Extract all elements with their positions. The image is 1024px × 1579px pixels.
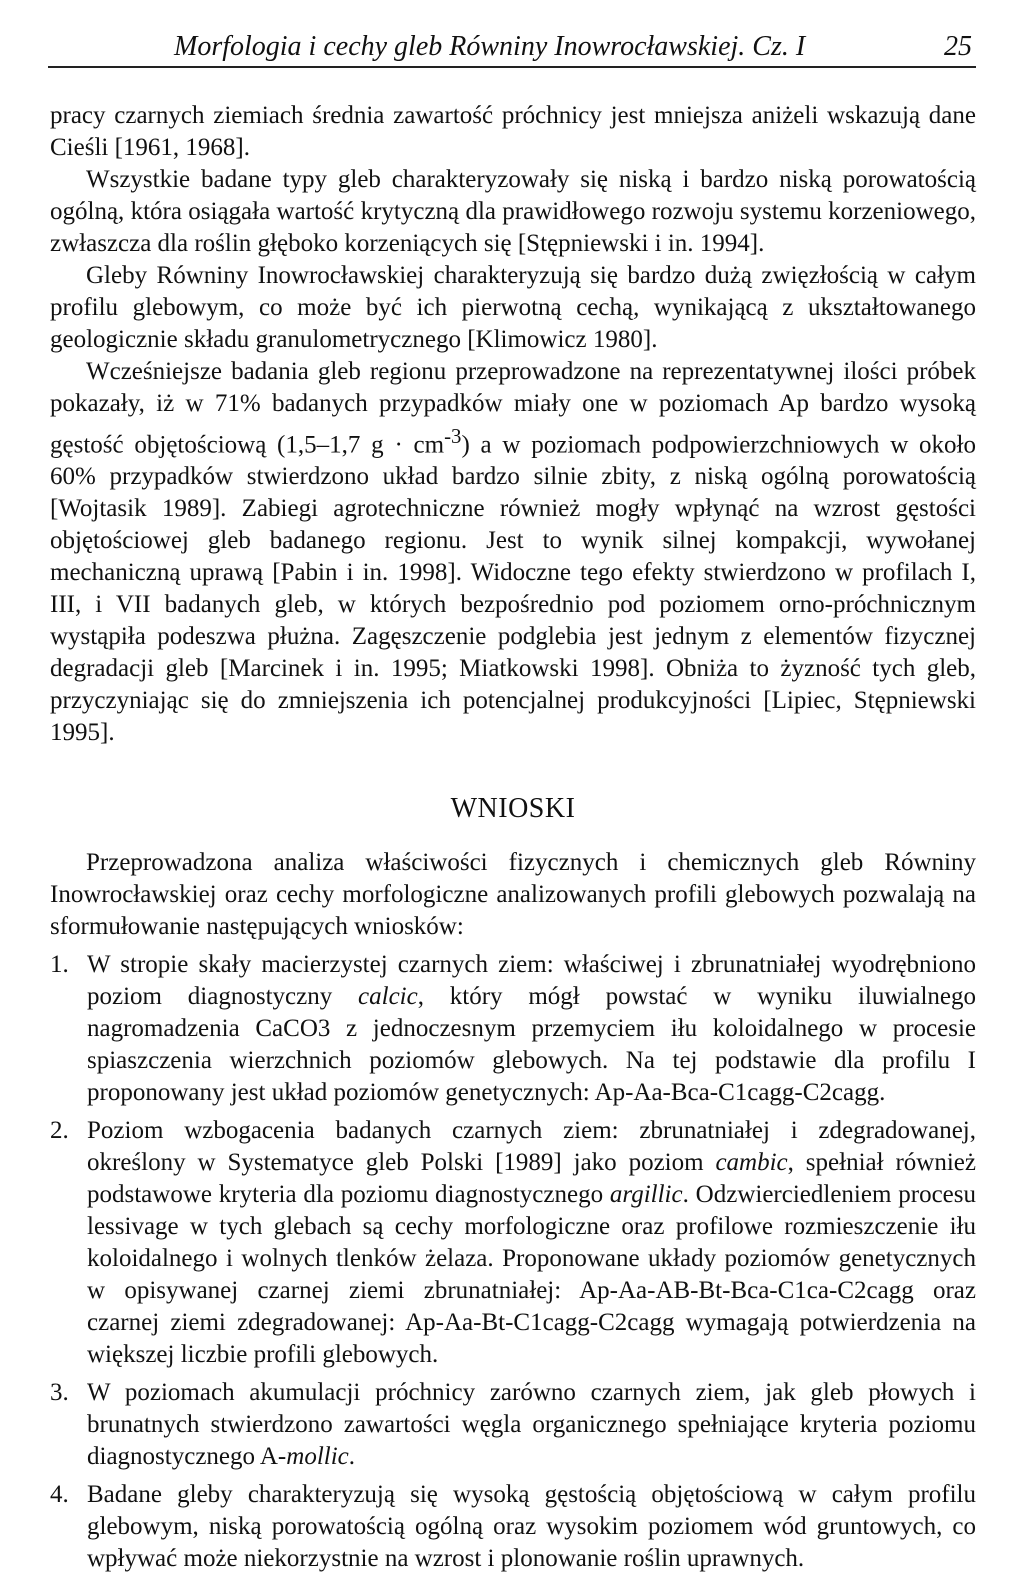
item-emphasis: argillic	[609, 1181, 683, 1209]
item-emphasis: mollic	[286, 1443, 349, 1471]
item-text: Badane gleby charakteryzują się wysoką gęstością objętościową w całym profilu glebowym, niską porowatością ogólną oraz wysokim poziomem wód gruntowych, co wpływać może niekorzystnie na wzrost i plonowanie roślin uprawnych.	[87, 1481, 976, 1573]
item-text: , spełniał również podstawowe kryteria dla poziomu diagnostycznego	[87, 1149, 976, 1209]
item-number: 3.	[50, 1379, 69, 1407]
item-number: 4.	[50, 1481, 69, 1509]
list-item	[50, 1115, 976, 1371]
paragraph: Wszystkie badane typy gleb charakteryzowały się niską i bardzo niską porowatością ogólną, która osiągała wartość krytyczną dla prawidłowego rozwoju systemu korzeniowego, zwłaszcza dla roślin głęboko korzeniących się [Stępniewski i in. 1994].	[50, 166, 976, 257]
list-item	[50, 949, 976, 1109]
paragraph: Gleby Równiny Inowrocławskiej charakteryzują się bardzo dużą zwięzłością w całym profilu glebowym, co może być ich pierwotną cechą, wynikającą z ukształtowanego geologicznie składu granulometrycznego [Klimowicz 1980].	[50, 262, 976, 353]
running-header	[48, 30, 976, 68]
item-text: W poziomach akumulacji próchnicy zarówno czarnych ziem, jak gleb płowych i brunatnych stwierdzono zawartości węgla organicznego spełniające kryteria poziomu diagnostycznego A-	[87, 1379, 976, 1471]
item-emphasis: cambic	[715, 1149, 788, 1177]
list-item	[50, 1479, 976, 1575]
intro-paragraph: Przeprowadzona analiza właściwości fizycznych i chemicznych gleb Równiny Inowrocławskiej oraz cechy morfologiczne analizowanych profili glebowych pozwalają na sformułowanie następujących wniosków:	[50, 849, 976, 941]
paragraph	[50, 356, 976, 749]
page-number: 25	[944, 31, 972, 62]
body-text	[50, 100, 976, 1575]
item-number: 1.	[50, 951, 69, 979]
item-text: , który mógł powstać w wyniku iluwialnego nagromadzenia CaCO3 z jednoczesnym przemyciem iłu koloidalnego w procesie spiaszczenia wierzchnich poziomów glebowych. Na tej podstawie dla profilu I proponowany jest układ poziomów genetycznych: Ap-Aa-Bca-C1cagg-C2cagg.	[87, 983, 976, 1107]
section-heading: WNIOSKI	[450, 793, 576, 825]
item-text: .	[348, 1443, 356, 1471]
paragraph: pracy czarnych ziemiach średnia zawartość próchnicy jest mniejsza aniżeli wskazują dane Cieśli [1961, 1968].	[50, 102, 976, 161]
conclusions-list	[50, 949, 976, 1575]
superscript: -3	[444, 424, 462, 448]
running-title: Morfologia i cechy gleb Równiny Inowrocławskiej. Cz. I	[174, 31, 806, 62]
paragraph-text: Wcześniejsze badania gleb regionu przeprowadzone na reprezentatywnej ilości próbek pokazały, iż w 71% badanych przypadków miały one w poziomach Ap bardzo wysoką gęstość objętościową (1,5–1,7 g · cm	[50, 358, 976, 459]
item-emphasis: calcic	[358, 983, 418, 1011]
item-text: Poziom wzbogacenia badanych czarnych ziem: zbrunatniałej i zdegradowanej, określony w Systematyce gleb Polski [1989] jako poziom	[87, 1117, 976, 1177]
item-text: . Odzwierciedleniem procesu lessivage w tych glebach są cechy morfologiczne oraz profilowe rozmieszczenie iłu koloidalnego i wolnych tlenków żelaza. Proponowane układy poziomów genetycznych w opisywanej czarnej ziemi zbrunatniałej: Ap-Aa-AB-Bt-Bca-C1ca-C2cagg oraz czarnej ziemi zdegradowanej: Ap-Aa-Bt-C1cagg-C2cagg wymagają potwierdzenia na większej liczbie profili glebowych.	[87, 1181, 976, 1369]
item-text: W stropie skały macierzystej czarnych ziem: właściwej i zbrunatniałej wyodrębniono poziom diagnostyczny	[87, 951, 976, 1011]
list-item	[50, 1377, 976, 1473]
paragraph-text: ) a w poziomach podpowierzchniowych w około 60% przypadków stwierdzono układ bardzo silnie zbity, z niską ogólną porowatością [Wojtasik 1989]. Zabiegi agrotechniczne również mogły wpłynąć na wzrost gęstości objętościowej gleb badanego regionu. Jest to wynik silnej kompakcji, wywołanej mechaniczną uprawą [Pabin i in. 1998]. Widoczne tego efekty stwierdzono w profilach I, III, i VII badanych gleb, w których bezpośrednio pod poziomem orno-próchnicznym wystąpiła podeszwa płużna. Zagęszczenie podglebia jest jednym z elementów fizycznej degradacji gleb [Marcinek i in. 1995; Miatkowski 1998]. Obniża to żyzność tych gleb, przyczyniając się do zmniejszenia ich potencjalnej produkcyjności [Lipiec, Stępniewski 1995].	[50, 431, 976, 747]
item-number: 2.	[50, 1117, 69, 1145]
